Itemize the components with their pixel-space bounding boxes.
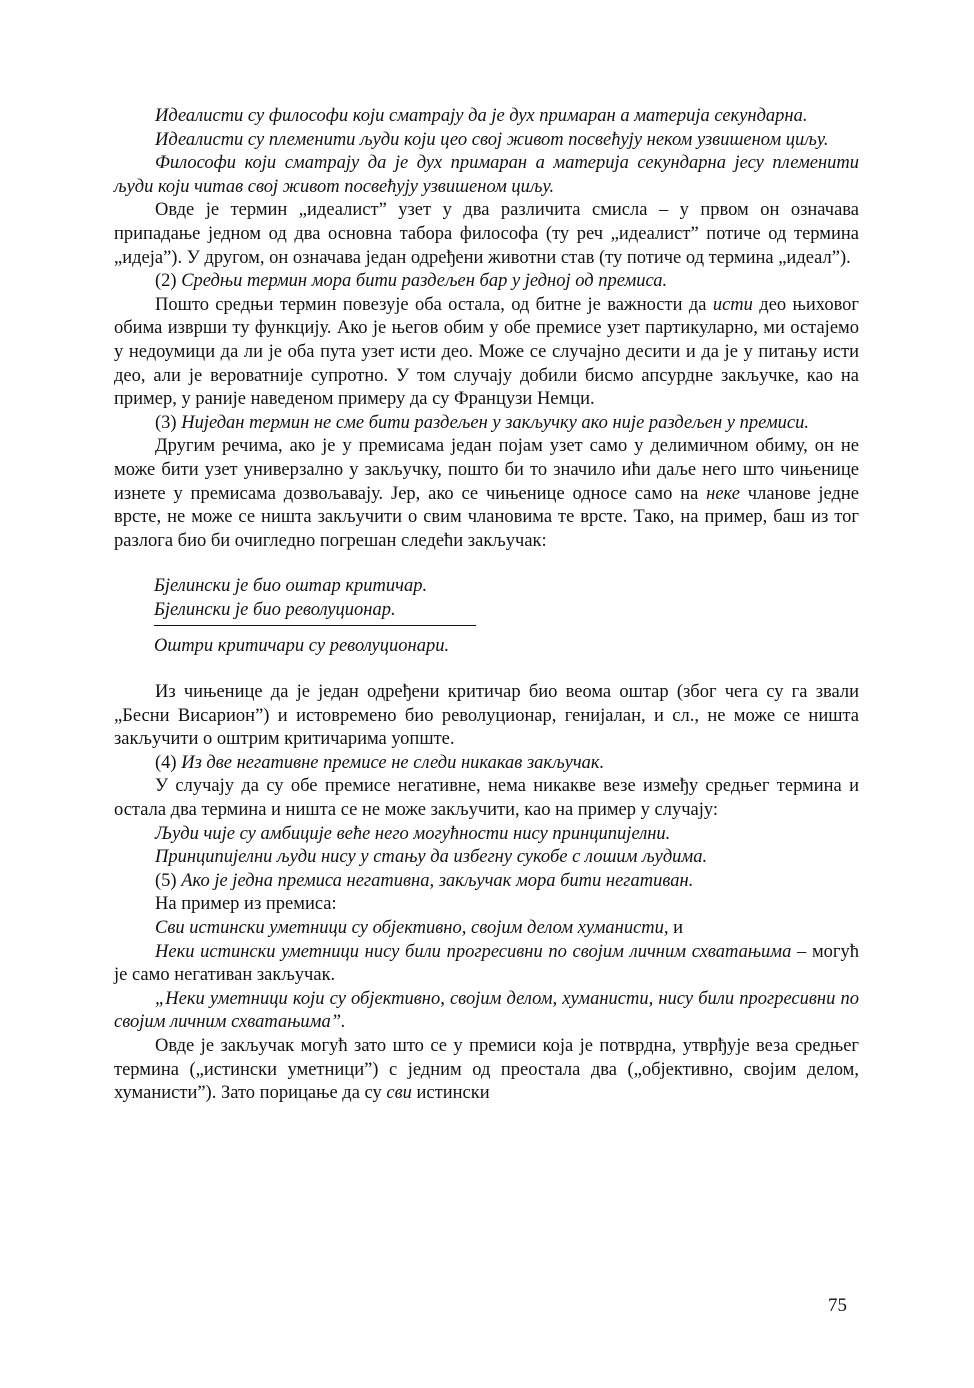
text-run: део њиховог обима изврши ту функцију. Ако је његов обим у обе премисе узет партикуларно, ми остајемо у недоумици да ли је оба пута узет исти део. Може се случајно десити и да је у питању исти део, али је вероватније супротно. У том случају добили бисмо апсурдне закључке, као на пример, у раније наведеном примеру да су Французи Немци. [114, 294, 860, 410]
rule-3-number: (3) [155, 412, 177, 433]
example-premise-2: Принципијелни људи нису у стању да избегну сукобе с лошим људима. [155, 847, 708, 868]
page-body [114, 105, 859, 1106]
paragraph-idealists-philosophers: Идеалисти су философи који сматрају да је дух примаран а материја секундарна. [155, 106, 808, 126]
emphasis: Сви истински уметници су објективно, својим делом хуманисти, [155, 918, 669, 938]
paragraph-conclusion-explanation [114, 1035, 859, 1106]
paragraph-middle-term [114, 294, 859, 412]
spacer [114, 659, 859, 681]
paragraph-idealists-noble: Идеалисти су племенити људи који цео свој живот посвећују неком узвишеном циљу. [155, 129, 829, 150]
syllogism-example [154, 575, 484, 659]
paragraph-syllogism-conclusion: Философи који сматрају да је дух примаран а материја секундарна јесу племенити људи који читав свој живот посвећују узвишеном циљу. [114, 153, 859, 197]
syllogism-premise-1: Бјелински је био оштар критичар. [154, 576, 428, 597]
spacer [114, 553, 859, 575]
rule-2-text: Средњи термин мора бити раздељен бар у једној од премиса. [181, 271, 668, 292]
rule-4 [114, 752, 859, 776]
example-premise-artists [114, 917, 859, 941]
text-run: чланове једне врсте, не може се ништа закључити о свим члановима те врсте. Тако, на пример, баш из тог разлога био би очигледно погрешан следећи закључак: [114, 483, 860, 551]
rule-4-text: Из две негативне премисе не следи никакав закључак. [181, 752, 605, 773]
paragraph-other-words [114, 435, 859, 553]
rule-2-number: (2) [155, 271, 177, 292]
emphasis: неке [706, 483, 740, 504]
paragraph-negative-premises: У случају да су обе премисе негативне, нема никакве везе између средњег термина и остала два термина и ништа се не може закључити, као на пример у случају: [114, 776, 859, 821]
emphasis: исти [712, 294, 753, 315]
page-number: 75 [828, 1295, 847, 1316]
rule-5-number: (5) [155, 870, 177, 891]
text-run: Другим речима, ако је у премисама један појам узет само у делимичном обиму, он не може бити узет универзално у закључку, пошто би то значило ићи даље него што чињенице изнете у премисама дозвољавају. Јер, ако се чињенице односе само на [114, 436, 859, 504]
syllogism-divider [154, 625, 476, 626]
rule-3-text: Ниједан термин не сме бити раздељен у закључку ако није раздељен у премиси. [181, 412, 809, 433]
text-run: истински [416, 1083, 490, 1104]
text-run: и [673, 918, 684, 938]
paragraph-term-idealist: Овде је термин „идеалист” узет у два различита смисла – у првом он означава припадање једном од два основна табора философа (ту реч „идеалист” потиче од термина „идеја”). У другом, он означава један одређени животни став (ту потиче од термина „идеал”). [114, 200, 859, 268]
text-run: – могућ је само негативан закључак. [114, 941, 859, 986]
syllogism-premise-2: Бјелински је био револуционар. [154, 599, 396, 620]
rule-2 [114, 270, 859, 294]
rule-4-number: (4) [155, 752, 177, 773]
example-premise-1: Људи чије су амбиције веће него могућности нису принципијелни. [155, 823, 671, 844]
paragraph-critic: Из чињенице да је један одређени критичар био веома оштар (због чега су га звали „Бесни Висарион”) и истовремено био револуционар, генијалан, и сл., не може се ништа закључити о оштрим критичарима уопште. [114, 682, 859, 750]
text-run: Овде је закључак могућ зато што се у премиси која је потврдна, утврђује веза средњег термина („истински уметници”) с једним од преостала два („објективно, својим делом, хуманисти”). Зато порицање да су [114, 1035, 859, 1104]
rule-5-text: Ако је једна премиса негативна, закључак мора бити негативан. [181, 870, 694, 891]
syllogism-conclusion: Оштри критичари су револуционари. [154, 636, 450, 657]
emphasis: сви [386, 1083, 412, 1104]
emphasis: Неки истински уметници нису били прогресивни по својим личним схватањима [155, 941, 792, 962]
text-run: Пошто средњи термин повезује оба остала, од битне је важности да [155, 294, 707, 315]
example-conclusion: „Неки уметници који су објективно, својим делом, хуманисти, нису били прогресивни по својим личним схватањима”. [114, 988, 859, 1033]
example-premise-some-artists [114, 941, 859, 988]
rule-3 [114, 412, 859, 436]
paragraph-example-intro: На пример из премиса: [155, 894, 337, 915]
rule-5 [114, 870, 859, 894]
